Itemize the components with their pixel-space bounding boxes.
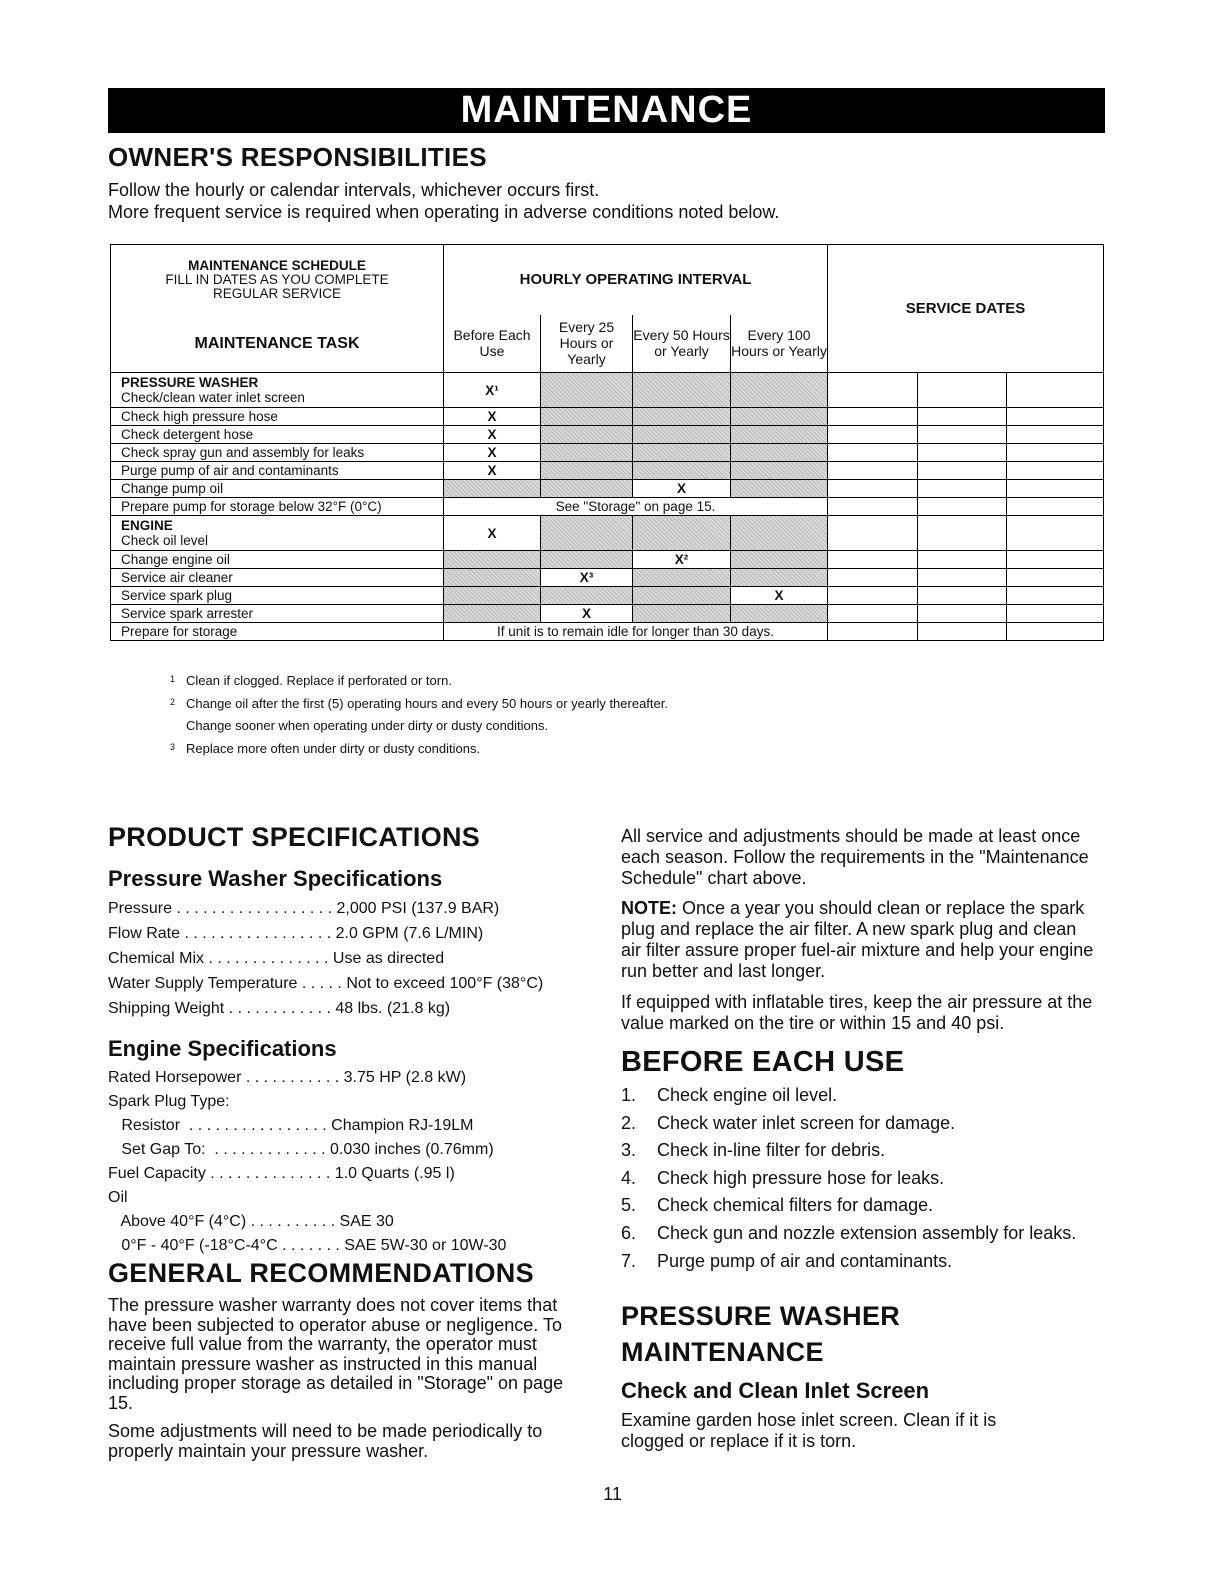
cell-before: X [444,444,541,462]
pw-specs-list: Pressure . . . . . . . . . . . . . . . . . . 2,000 PSI (137.9 BAR) Flow Rate . . . . . . . . . . . . . . . . . 2.0 GPM (7.6 L/MIN) Chemical Mix . . . . . . . . . . . . . . Use as directed Water Supply Temperature . . . . . Not to exceed 100°F (38°C) Shipping Weight . . . . . . . . . . . . 48 lbs. (21.8 kg) [108,900,544,1017]
table-row: Service air cleaner [111,569,444,587]
inlet-screen-paragraph: Examine garden hose inlet screen. Clean if it is clogged or replace if it is torn. [621,1410,997,1451]
table-row: Prepare for storage [111,623,444,641]
service-dates-header: SERVICE DATES [828,245,1104,373]
engine-specs-list: Rated Horsepower . . . . . . . . . . . 3.75 HP (2.8 kW) Spark Plug Type: Resistor . . . . . . . . . . . . . . . . Champion RJ-19LM Set Gap To: . . . . . . . . . . . . . 0.030 inches (0.76mm) Fuel Capacity . . . . . . . . . . . . . . 1.0 Quarts (.95 l) Oil Above 40°F (4°C) . . . . . . . . . . SAE 30 0°F - 40°F (-18°C-4°C . . . . . . . SAE 5W-30 or 10W-30 [108,1069,507,1254]
cell-every-100: X [731,587,828,605]
table-row: Purge pump of air and contaminants [111,462,444,480]
cell-before: X [444,408,541,426]
engine-specs-title: Engine Specifications [108,1036,337,1061]
note-label: NOTE: [621,898,677,918]
before-each-use-list [621,1082,1097,1275]
table-row: Service spark arrester [111,605,444,623]
table-row: Prepare pump for storage below 32°F (0°C) [111,498,444,516]
cell-every-25: X [541,605,633,623]
col-every-25: Every 25 Hours or Yearly [541,315,633,373]
table-row: Check spray gun and assembly for leaks [111,444,444,462]
cell-before: X [444,462,541,480]
page-number: 11 [603,1484,622,1504]
table-row: PRESSURE WASHER Check/clean water inlet screen [111,373,444,408]
cell-note: See "Storage" on page 15. [444,498,828,516]
table-row: ENGINE Check oil level [111,516,444,551]
cell-every-50: X² [633,551,731,569]
list-item: 7. Purge pump of air and contaminants. [621,1250,953,1271]
interval-header: HOURLY OPERATING INTERVAL [444,245,828,315]
task-header: MAINTENANCE TASK [111,315,444,373]
schedule-header: MAINTENANCE SCHEDULE FILL IN DATES AS YOU COMPLETE REGULAR SERVICE [111,245,444,315]
inlet-screen-title: Check and Clean Inlet Screen [621,1378,930,1403]
col-every-50: Every 50 Hours or Yearly [633,315,731,373]
table-row: Change engine oil [111,551,444,569]
list-item: 5. Check chemical filters for damage. [621,1195,934,1215]
cell-before: X [444,426,541,444]
before-each-use-title: BEFORE EACH USE [621,1046,905,1078]
owners-line-1: Follow the hourly or calendar intervals, whichever occurs first. [108,180,600,200]
table-row: Change pump oil [111,480,444,498]
product-specs-title: PRODUCT SPECIFICATIONS [108,822,481,852]
note-paragraph: NOTE: Once a year you should clean or replace the spark plug and replace the air filter. A new spark plug and clean air filter assure proper fuel-air mixture and help your engine run better and last longer. [621,898,1094,981]
col-every-100: Every 100 Hours or Yearly [731,315,828,373]
cell-before: X [444,516,541,551]
table-row: Service spark plug [111,587,444,605]
cell-before: X¹ [444,373,541,408]
service-paragraph: All service and adjustments should be made at least once each season. Follow the requirements in the "Maintenance Schedule" chart above. [621,826,1089,888]
list-item: 4. Check high pressure hose for leaks. [621,1167,945,1188]
table-row: Check detergent hose [111,426,444,444]
pw-maintenance-title: PRESSURE WASHER MAINTENANCE [621,1301,901,1367]
maintenance-schedule-table [110,244,1104,641]
list-item: 6. Check gun and nozzle extension assembly for leaks. [621,1222,1077,1243]
general-paragraph-2: Some adjustments will need to be made periodically to properly maintain your pressure washer. [108,1421,543,1461]
tire-paragraph: If equipped with inflatable tires, keep the air pressure at the value marked on the tire or within 15 and 40 psi. [621,992,1093,1033]
general-paragraph-1: The pressure washer warranty does not cover items that have been subjected to operator abuse or negligence. To receive full value from the warranty, the operator must maintain pressure washer as instructed in this manual including proper storage as detailed in "Storage" on page 15. [108,1295,564,1413]
pw-specs-title: Pressure Washer Specifications [108,866,443,891]
cell-every-50: X [633,480,731,498]
owners-line-2: More frequent service is required when operating in adverse conditions noted below. [108,202,780,222]
list-item: 1. Check engine oil level. [621,1085,838,1105]
cell-every-25: X³ [541,569,633,587]
maintenance-banner: MAINTENANCE [108,88,1105,133]
cell-note: If unit is to remain idle for longer than 30 days. [444,623,828,641]
footnotes: 1 Clean if clogged. Replace if perforated or torn. 2 Change oil after the first (5) operating hours and every 50 hours or yearly thereafter. Change sooner when operating under dirty or dusty conditions. 3 Replace more often under dirty or dusty conditions. [170,673,668,756]
general-recommendations-title: GENERAL RECOMMENDATIONS [108,1258,534,1288]
col-before-each-use: Before Each Use [444,315,541,373]
table-row: Check high pressure hose [111,408,444,426]
list-item: 2. Check water inlet screen for damage. [621,1112,956,1133]
list-item: 3. Check in-line filter for debris. [621,1140,886,1160]
owners-title: OWNER'S RESPONSIBILITIES [108,142,487,172]
